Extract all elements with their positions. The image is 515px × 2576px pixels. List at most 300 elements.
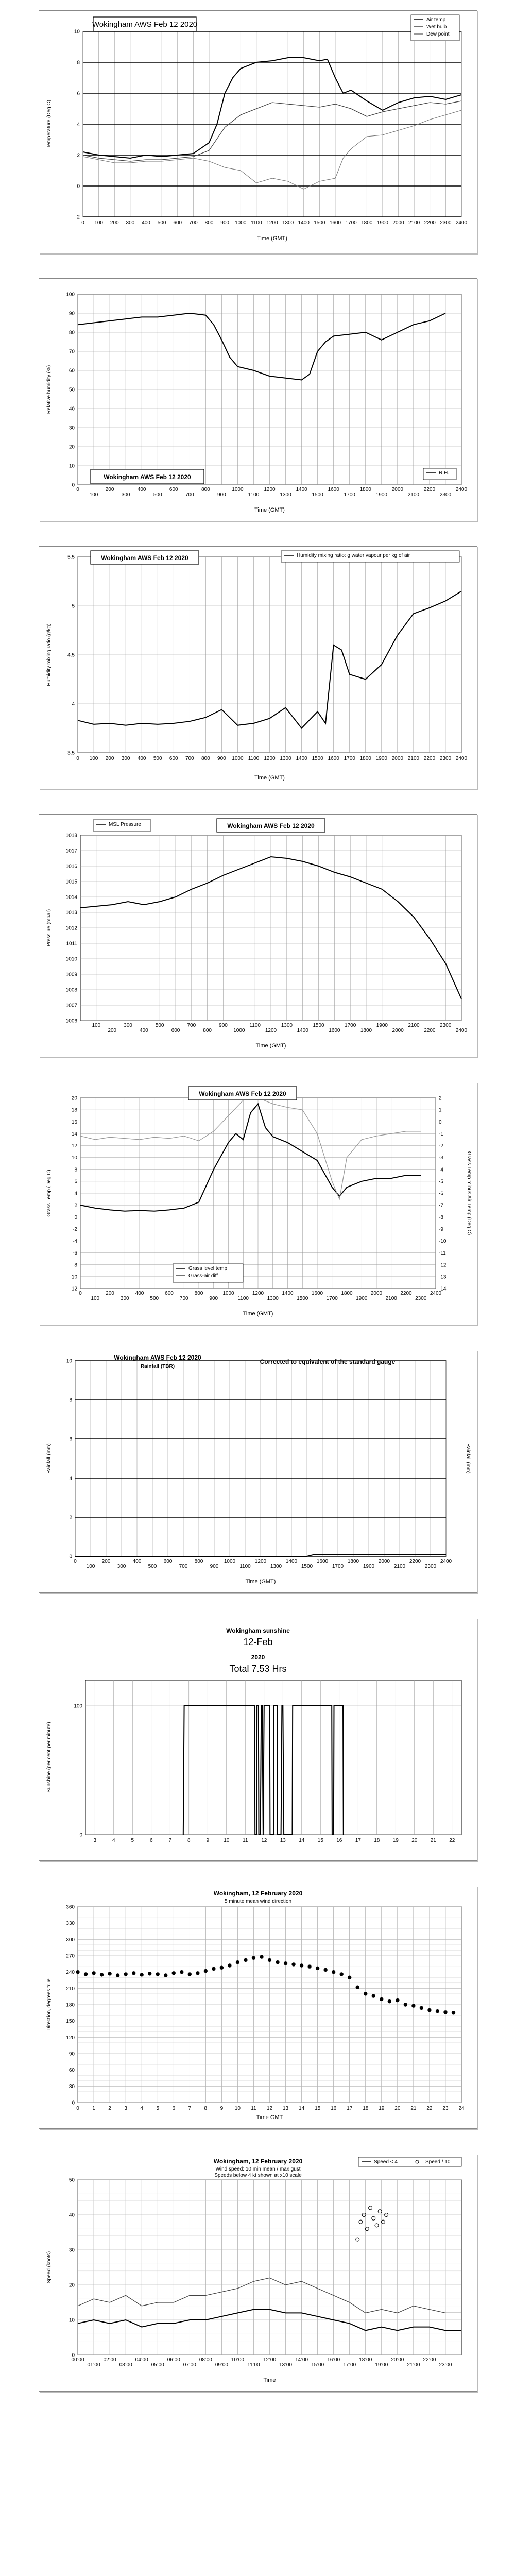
- y-right-tick-label: -4: [439, 1167, 443, 1173]
- legend-label: Wet bulb: [426, 24, 447, 30]
- x-tick-label: 00:00: [71, 2357, 84, 2363]
- chart-title: Wokingham, 12 February 2020: [213, 2158, 303, 2165]
- y-axis-label: Sunshine (per cent per minute): [46, 1722, 52, 1793]
- x-tick-label: 16:00: [327, 2357, 340, 2363]
- x-tick-label: 1100: [248, 492, 260, 498]
- x-tick-label: 200: [106, 1291, 114, 1296]
- x-axis-label: Time (GMT): [245, 1579, 276, 1585]
- x-tick-label: 400: [142, 220, 150, 226]
- data-point: [348, 1976, 351, 1979]
- chart-title: Wokingham AWS Feb 12 2020: [227, 822, 315, 829]
- legend-label: Air temp: [426, 17, 446, 23]
- y-right-tick-label: -10: [439, 1239, 447, 1244]
- x-tick-label: 3: [124, 2106, 127, 2111]
- y-tick-label: 8: [69, 1397, 72, 1403]
- x-tick-label: 1: [92, 2106, 95, 2111]
- y-axis-label: Temperature (Deg C): [46, 100, 52, 148]
- data-point: [252, 1956, 255, 1959]
- x-tick-label: 8: [204, 2106, 208, 2111]
- x-tick-label: 300: [126, 220, 135, 226]
- x-tick-label: 600: [163, 1558, 173, 1564]
- x-tick-label: 400: [137, 756, 146, 761]
- x-tick-label: 2000: [392, 220, 404, 226]
- chart-svg-dir: [39, 1886, 477, 2128]
- x-tick-label: 1800: [341, 1291, 353, 1296]
- x-tick-label: 600: [169, 487, 178, 493]
- legend-label: Grass-air diff: [188, 1273, 218, 1279]
- y-tick-label: -8: [73, 1262, 77, 1268]
- x-tick-label: 100: [89, 756, 98, 761]
- data-point: [380, 1997, 383, 2001]
- data-point: [332, 1970, 335, 1973]
- y-tick-label: 12: [71, 1143, 77, 1149]
- x-tick-label: 600: [165, 1291, 174, 1296]
- x-tick-label: 300: [120, 1296, 129, 1301]
- y-right-tick-label: 2: [439, 1095, 442, 1101]
- x-tick-label: 24: [458, 2106, 465, 2111]
- data-point: [188, 1973, 191, 1976]
- y-tick-label: 40: [68, 406, 75, 412]
- x-tick-label: 0: [74, 1558, 77, 1564]
- y-tick-label: 0: [72, 2100, 75, 2106]
- chart-svg-speed: [39, 2154, 477, 2391]
- x-tick-label: 2000: [391, 756, 403, 761]
- y-tick-label: 5.5: [67, 554, 75, 561]
- data-point: [316, 1967, 319, 1970]
- data-point: [388, 1999, 391, 2003]
- y-tick-label: 30: [68, 2083, 75, 2090]
- data-point: [156, 1973, 159, 1976]
- data-point: [84, 1973, 87, 1976]
- x-tick-label: 900: [217, 492, 226, 498]
- x-tick-label: 2400: [455, 487, 468, 493]
- x-tick-label: 900: [217, 756, 226, 761]
- x-tick-label: 300: [124, 1023, 132, 1028]
- y-tick-label: 3.5: [67, 750, 75, 756]
- y-right-tick-label: -13: [439, 1274, 447, 1280]
- y-tick-label: 0: [72, 482, 75, 488]
- x-tick-label: 2000: [392, 1028, 404, 1033]
- y-tick-label: 360: [66, 1904, 75, 1910]
- x-tick-label: 06:00: [167, 2357, 180, 2363]
- y-tick-label: 1011: [66, 941, 77, 947]
- y-tick-label: 4: [69, 1476, 72, 1482]
- x-tick-label: 1800: [359, 487, 371, 493]
- x-tick-label: 16: [336, 1838, 342, 1843]
- x-axis-label: Time (GMT): [243, 1311, 273, 1317]
- x-tick-label: 2100: [407, 492, 419, 498]
- data-point: [180, 1970, 183, 1973]
- chart-annotation: Corrected to equivalent of the standard gauge: [260, 1358, 396, 1365]
- x-tick-label: 1900: [356, 1296, 368, 1301]
- data-point: [148, 1972, 151, 1975]
- y-right-tick-label: -3: [439, 1155, 443, 1161]
- x-tick-label: 14: [299, 1838, 305, 1843]
- y-right-tick-label: 1: [439, 1107, 442, 1113]
- y-right-tick-label: -6: [439, 1191, 443, 1197]
- x-tick-label: 1700: [344, 756, 355, 761]
- x-tick-label: 1500: [301, 1564, 313, 1569]
- data-point: [76, 1970, 79, 1973]
- x-tick-label: 700: [185, 492, 194, 498]
- x-tick-label: 1100: [239, 1564, 251, 1569]
- x-tick-label: 1000: [224, 1558, 236, 1564]
- x-tick-label: 19: [379, 2106, 385, 2111]
- y-tick-label: 270: [66, 1953, 75, 1959]
- y-tick-label: 1018: [65, 833, 77, 839]
- x-tick-label: 1300: [282, 220, 294, 226]
- x-tick-label: 2000: [391, 487, 403, 493]
- data-point: [308, 1965, 311, 1968]
- x-tick-label: 07:00: [183, 2362, 196, 2368]
- data-point: [364, 1992, 367, 1995]
- y-tick-label: 180: [66, 2002, 75, 2008]
- chart-svg-rh: [39, 279, 477, 521]
- legend-label: R.H.: [439, 470, 449, 476]
- x-tick-label: 20:00: [391, 2357, 404, 2363]
- x-tick-label: 9: [220, 2106, 224, 2111]
- y-tick-label: 6: [77, 91, 80, 97]
- data-point: [116, 1974, 119, 1977]
- y-tick-label: 1016: [65, 863, 77, 870]
- x-tick-label: 700: [189, 220, 198, 226]
- data-point: [220, 1966, 223, 1969]
- x-tick-label: 15: [317, 1838, 323, 1843]
- x-tick-label: 23: [442, 2106, 449, 2111]
- chart-svg-rain: [39, 1350, 477, 1592]
- x-tick-label: 1000: [222, 1291, 234, 1296]
- y-tick-label: 0: [69, 1554, 72, 1560]
- x-tick-label: 1900: [376, 1023, 388, 1028]
- x-tick-label: 600: [173, 220, 182, 226]
- x-tick-label: 09:00: [215, 2362, 228, 2368]
- x-tick-label: 1800: [359, 756, 371, 761]
- x-tick-label: 800: [194, 1558, 203, 1564]
- x-tick-label: 17: [347, 2106, 353, 2111]
- x-tick-label: 4: [140, 2106, 143, 2111]
- y-tick-label: 10: [66, 1358, 72, 1364]
- y-tick-label: 0: [74, 1214, 77, 1221]
- x-tick-label: 1800: [347, 1558, 359, 1564]
- x-tick-label: 13: [280, 1838, 286, 1843]
- x-tick-label: 1700: [332, 1564, 344, 1569]
- x-tick-label: 900: [219, 1023, 228, 1028]
- chart-title: Wokingham AWS Feb 12 2020: [104, 473, 191, 481]
- data-point: [124, 1973, 127, 1976]
- y-axis-label: Rainfall (mm): [46, 1443, 52, 1474]
- x-tick-label: 1400: [296, 487, 307, 493]
- x-tick-label: 1000: [232, 756, 244, 761]
- x-tick-label: 100: [91, 1296, 100, 1301]
- data-point: [412, 2004, 415, 2007]
- y-tick-label: 40: [68, 2212, 75, 2218]
- x-tick-label: 6: [172, 2106, 176, 2111]
- chart-subtitle: Rainfall (TBR): [140, 1364, 175, 1369]
- x-tick-label: 1900: [376, 220, 388, 226]
- x-tick-label: 800: [201, 487, 210, 493]
- y-tick-label: -6: [73, 1250, 77, 1257]
- x-tick-label: 2100: [408, 220, 420, 226]
- x-tick-label: 0: [76, 487, 79, 493]
- x-tick-label: 2400: [455, 220, 468, 226]
- data-point: [100, 1973, 103, 1976]
- data-point: [340, 1973, 343, 1976]
- x-tick-label: 700: [187, 1023, 196, 1028]
- x-tick-label: 2400: [440, 1558, 452, 1564]
- x-tick-label: 1200: [254, 1558, 267, 1564]
- x-tick-label: 2100: [407, 756, 419, 761]
- x-tick-label: 400: [132, 1558, 142, 1564]
- x-tick-label: 1100: [251, 220, 262, 226]
- y-tick-label: 0: [79, 1832, 82, 1838]
- y-tick-label: 20: [71, 1095, 77, 1101]
- x-axis-label: Time (GMT): [255, 1043, 286, 1049]
- y-tick-label: 210: [66, 1986, 75, 1992]
- data-point: [428, 2008, 431, 2011]
- y-tick-label: 0: [72, 2352, 75, 2359]
- data-point: [436, 2009, 439, 2012]
- x-tick-label: 900: [209, 1296, 218, 1301]
- y-tick-label: 30: [68, 2247, 75, 2253]
- x-tick-label: 18: [374, 1838, 380, 1843]
- y-tick-label: 10: [71, 1155, 77, 1161]
- x-tick-label: 400: [139, 1028, 148, 1033]
- x-tick-label: 9: [206, 1838, 210, 1843]
- y-tick-label: 20: [68, 444, 75, 450]
- x-tick-label: 15:00: [311, 2362, 324, 2368]
- x-tick-label: 2000: [370, 1291, 383, 1296]
- x-tick-label: 1300: [280, 492, 291, 498]
- x-tick-label: 1700: [344, 492, 355, 498]
- chart-svg-sun: [39, 1618, 477, 1860]
- x-tick-label: 10: [234, 2106, 241, 2111]
- y-tick-label: 90: [68, 311, 75, 317]
- x-tick-label: 1900: [363, 1564, 375, 1569]
- legend-label: Grass level temp: [188, 1266, 228, 1272]
- chart-title: Wokingham AWS Feb 12 2020: [101, 554, 188, 562]
- x-tick-label: 11:00: [247, 2362, 260, 2368]
- chart-svg-hmr: [39, 547, 477, 789]
- x-tick-label: 15: [315, 2106, 321, 2111]
- x-tick-label: 1500: [314, 220, 325, 226]
- data-point: [284, 1962, 287, 1965]
- data-point: [204, 1969, 207, 1972]
- x-tick-label: 600: [171, 1028, 180, 1033]
- x-tick-label: 100: [92, 1023, 101, 1028]
- x-tick-label: 2300: [440, 1023, 452, 1028]
- x-tick-label: 500: [153, 756, 162, 761]
- data-point: [132, 1972, 135, 1975]
- x-tick-label: 0: [81, 220, 84, 226]
- x-tick-label: 2200: [409, 1558, 421, 1564]
- y-tick-label: 50: [68, 387, 75, 393]
- x-tick-label: 1900: [375, 756, 387, 761]
- legend-label: Speed < 4: [374, 2159, 398, 2165]
- x-axis-label: Time (GMT): [254, 507, 285, 513]
- y-tick-label: 120: [66, 2035, 75, 2041]
- data-point: [356, 1986, 359, 1989]
- x-tick-label: 0: [79, 1291, 82, 1296]
- x-tick-label: 2400: [430, 1291, 442, 1296]
- x-tick-label: 04:00: [135, 2357, 148, 2363]
- y-tick-label: 1017: [65, 848, 77, 854]
- x-tick-label: 300: [121, 756, 130, 761]
- y-tick-label: 30: [68, 425, 75, 431]
- x-tick-label: 1400: [297, 1028, 308, 1033]
- x-tick-label: 1400: [285, 1558, 298, 1564]
- x-tick-label: 200: [110, 220, 119, 226]
- chart-panel-dir: [39, 1886, 477, 2129]
- x-tick-label: 200: [101, 1558, 111, 1564]
- data-point: [172, 1972, 175, 1975]
- chart-title: Wokingham AWS Feb 12 2020: [199, 1090, 286, 1097]
- data-point: [444, 2011, 447, 2014]
- x-tick-label: 1100: [248, 756, 260, 761]
- x-tick-label: 200: [108, 1028, 117, 1033]
- y-right-tick-label: 0: [439, 1119, 442, 1125]
- y-tick-label: 1015: [65, 879, 77, 885]
- data-point: [244, 1958, 247, 1961]
- y-tick-label: 18: [71, 1107, 77, 1113]
- y-tick-label: -12: [70, 1286, 77, 1292]
- x-tick-label: 1600: [328, 487, 339, 493]
- x-tick-label: 21:00: [407, 2362, 420, 2368]
- x-tick-label: 2300: [415, 1296, 427, 1301]
- x-tick-label: 400: [135, 1291, 144, 1296]
- data-point: [268, 1958, 271, 1961]
- x-tick-label: 700: [179, 1564, 188, 1569]
- y-right-tick-label: -12: [439, 1262, 447, 1268]
- chart-panel-sun: [39, 1618, 477, 1861]
- x-axis-label: Time: [263, 2377, 276, 2383]
- y-tick-label: 1012: [65, 925, 77, 931]
- x-tick-label: 7: [168, 1838, 172, 1843]
- x-tick-label: 200: [105, 487, 114, 493]
- y-tick-label: -10: [70, 1274, 77, 1280]
- y-tick-label: 4: [74, 1191, 77, 1197]
- x-axis-label: Time (GMT): [254, 775, 285, 781]
- y-tick-label: 4: [77, 122, 80, 128]
- data-point: [276, 1960, 279, 1963]
- chart-panel-grass: [39, 1082, 477, 1325]
- x-tick-label: 1000: [233, 1028, 245, 1033]
- x-tick-label: 100: [94, 220, 103, 226]
- y-axis-label: Relative humidity (%): [46, 365, 52, 414]
- chart-panel-rain: [39, 1350, 477, 1593]
- x-tick-label: 1800: [360, 1028, 372, 1033]
- y-tick-label: 10: [68, 2317, 75, 2324]
- y-right-axis-label: Grass Temp minus Air Temp (Deg C): [466, 1151, 472, 1235]
- x-tick-label: 2100: [385, 1296, 397, 1301]
- x-tick-label: 1200: [264, 487, 276, 493]
- chart-note: Speeds below 4 kt shown at x10 scale: [214, 2173, 302, 2178]
- data-point: [92, 1972, 95, 1975]
- x-tick-label: 21: [410, 2106, 417, 2111]
- x-tick-label: 17:00: [343, 2362, 356, 2368]
- x-tick-label: 11: [243, 1838, 248, 1843]
- x-tick-label: 14: [299, 2106, 305, 2111]
- y-tick-label: 8: [77, 60, 80, 66]
- y-tick-label: -2: [75, 214, 80, 221]
- x-tick-label: 100: [89, 492, 98, 498]
- y-tick-label: 60: [68, 2067, 75, 2074]
- x-tick-label: 800: [201, 756, 210, 761]
- y-tick-label: 1009: [65, 972, 77, 978]
- y-tick-label: 100: [66, 292, 75, 298]
- data-point: [372, 1994, 375, 1997]
- data-point: [260, 1955, 263, 1958]
- x-tick-label: 1600: [329, 1028, 340, 1033]
- sun-date-label: 12-Feb: [243, 1637, 273, 1647]
- x-tick-label: 2200: [423, 756, 436, 761]
- x-tick-label: 1500: [313, 1023, 324, 1028]
- x-tick-label: 2300: [439, 492, 452, 498]
- x-tick-label: 5: [131, 1838, 134, 1843]
- x-tick-label: 1400: [282, 1291, 294, 1296]
- x-tick-label: 500: [155, 1023, 164, 1028]
- x-tick-label: 800: [204, 220, 214, 226]
- y-tick-label: 6: [74, 1179, 77, 1185]
- x-tick-label: 12: [261, 1838, 267, 1843]
- y-tick-label: 6: [69, 1436, 72, 1443]
- x-tick-label: 1700: [326, 1296, 338, 1301]
- x-tick-label: 1000: [235, 220, 247, 226]
- chart-subtitle: Wind speed: 10 min mean / max gust: [215, 2166, 301, 2172]
- x-tick-label: 2: [108, 2106, 111, 2111]
- y-axis-label: Pressure (mbar): [46, 909, 52, 947]
- chart-panel-speed: [39, 2154, 477, 2392]
- x-tick-label: 1300: [280, 756, 291, 761]
- y-tick-label: 80: [68, 330, 75, 336]
- x-tick-label: 1500: [312, 756, 323, 761]
- x-tick-label: 300: [117, 1564, 126, 1569]
- data-point: [236, 1960, 239, 1963]
- y-tick-label: 60: [68, 368, 75, 374]
- x-tick-label: 16: [331, 2106, 337, 2111]
- x-tick-label: 13: [282, 2106, 289, 2111]
- data-point: [404, 2003, 407, 2006]
- x-tick-label: 13:00: [279, 2362, 293, 2368]
- x-tick-label: 18:00: [359, 2357, 372, 2363]
- y-tick-label: 4.5: [67, 652, 75, 658]
- x-tick-label: 6: [149, 1838, 153, 1843]
- y-tick-label: 8: [74, 1167, 77, 1173]
- x-tick-label: 500: [148, 1564, 157, 1569]
- x-tick-label: 300: [121, 492, 130, 498]
- legend-label: Humidity mixing ratio: g water vapour per kg of air: [297, 553, 410, 558]
- x-tick-label: 01:00: [87, 2362, 100, 2368]
- chart-svg-pressure: [39, 815, 477, 1057]
- x-tick-label: 7: [188, 2106, 192, 2111]
- y-tick-label: 2: [69, 1515, 72, 1521]
- y-tick-label: 10: [68, 463, 75, 469]
- x-tick-label: 500: [157, 220, 166, 226]
- x-tick-label: 20: [411, 1838, 418, 1843]
- x-tick-label: 1300: [270, 1564, 282, 1569]
- y-tick-label: 5: [72, 603, 75, 609]
- x-tick-label: 500: [150, 1296, 159, 1301]
- x-tick-label: 1000: [232, 487, 244, 493]
- chart-subtitle: 5 minute mean wind direction: [224, 1899, 292, 1904]
- x-tick-label: 14:00: [295, 2357, 308, 2363]
- x-tick-label: 05:00: [151, 2362, 164, 2368]
- x-tick-label: 22: [449, 1838, 455, 1843]
- x-tick-label: 1700: [345, 1023, 356, 1028]
- data-point: [420, 2006, 423, 2009]
- x-tick-label: 1700: [345, 220, 357, 226]
- x-tick-label: 1600: [311, 1291, 323, 1296]
- x-tick-label: 19:00: [375, 2362, 388, 2368]
